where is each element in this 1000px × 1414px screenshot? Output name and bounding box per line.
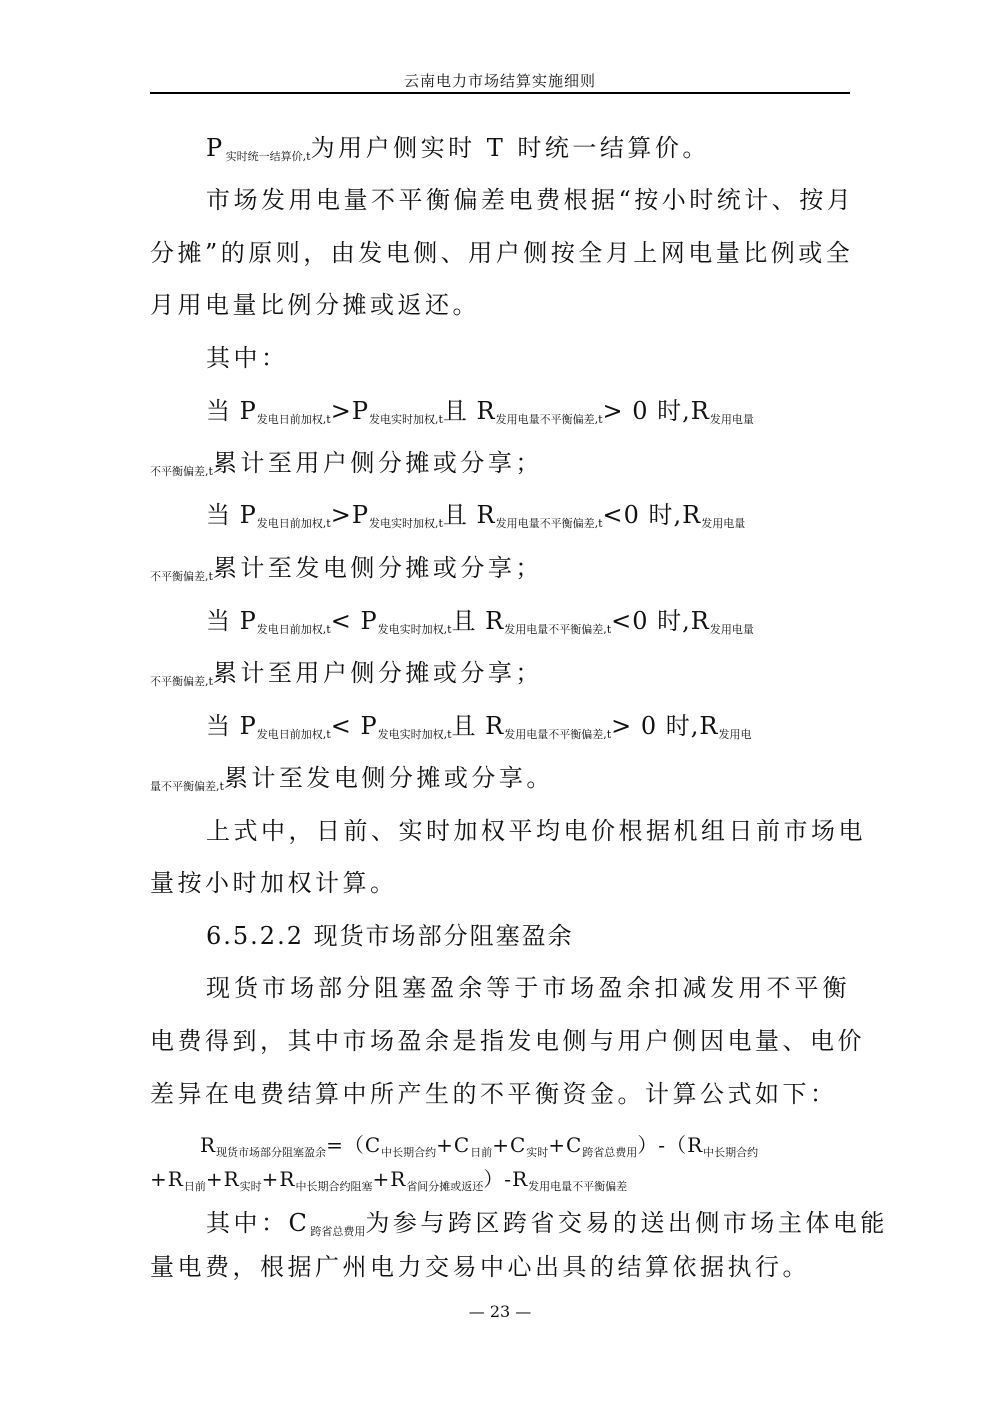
condition-line: 当 $P_{发电日前加权,t}>P_{发电实时加权,t}$且 $R_{发用电量不平衡偏差,t}> 0$ 时$,R_{发用电量}$ <box>206 397 754 426</box>
section-heading: 6.5.2.2 现货市场部分阻塞盈余 <box>206 922 574 950</box>
paragraph-line: 量按小时加权计算。 <box>150 869 398 897</box>
header-rule <box>150 92 850 94</box>
formula-line: $+R_{日前}+R_{实时}+R_{中长期合约阻塞}+R_{省间分摊或返还})-R_{发用电量不平衡偏差}$ <box>150 1167 628 1193</box>
paragraph-line: 其中：$C_{跨省总费用}$为参与跨区跨省交易的送出侧市场主体电能 <box>206 1209 888 1238</box>
paragraph-line: 其中： <box>206 344 289 372</box>
condition-line: 当 $P_{发电日前加权,t}< P_{发电实时加权,t}$且 $R_{发用电量不平衡偏差,t}> 0$ 时$,R_{发用电}$ <box>206 712 752 741</box>
condition-line: 量不平衡偏差,t累计至发电侧分摊或分享。 <box>150 764 554 793</box>
running-header: 云南电力市场结算实施细则 <box>403 72 596 90</box>
paragraph-line: 量电费，根据广州电力交易中心出具的结算依据执行。 <box>150 1253 810 1281</box>
condition-line: 当 $P_{发电日前加权,t}>P_{发电实时加权,t}$且 $R_{发用电量不平衡偏差,t}<0$ 时$,R_{发用电量}$ <box>206 501 746 530</box>
paragraph-line: 差异在电费结算中所产生的不平衡资金。计算公式如下： <box>150 1080 838 1108</box>
paragraph-line: 月用电量比例分摊或返还。 <box>150 291 480 319</box>
paragraph-line: $P_{实时统一结算价,t}$为用户侧实时 T 时统一结算价。 <box>206 134 710 163</box>
paragraph-line: 市场发用电量不平衡偏差电费根据“按小时统计、按月 <box>206 186 855 214</box>
condition-line: 不平衡偏差,t累计至用户侧分摊或分享； <box>150 659 543 688</box>
condition-line: 不平衡偏差,t累计至发电侧分摊或分享； <box>150 554 543 583</box>
paragraph-line: 上式中，日前、实时加权平均电价根据机组日前市场电 <box>206 817 866 845</box>
condition-line: 当 $P_{发电日前加权,t}< P_{发电实时加权,t}$且 $R_{发用电量不平衡偏差,t}<0$ 时$,R_{发用电量}$ <box>206 607 754 636</box>
paragraph-line: 现货市场部分阻塞盈余等于市场盈余扣减发用不平衡 <box>206 974 850 1002</box>
paragraph-line: 分摊”的原则，由发电侧、用户侧按全月上网电量比例或全 <box>150 239 854 267</box>
formula-line: $R_{现货市场部分阻塞盈余}=(C_{中长期合约}+C_{日前}+C_{实时}+C_{跨省总费用})-(R_{中长期合约}$ <box>200 1133 759 1159</box>
paragraph-line: 电费得到，其中市场盈余是指发电侧与用户侧因电量、电价 <box>150 1027 865 1055</box>
condition-line: 不平衡偏差,t累计至用户侧分摊或分享； <box>150 449 543 478</box>
page-number: — 23 — <box>468 1302 532 1321</box>
